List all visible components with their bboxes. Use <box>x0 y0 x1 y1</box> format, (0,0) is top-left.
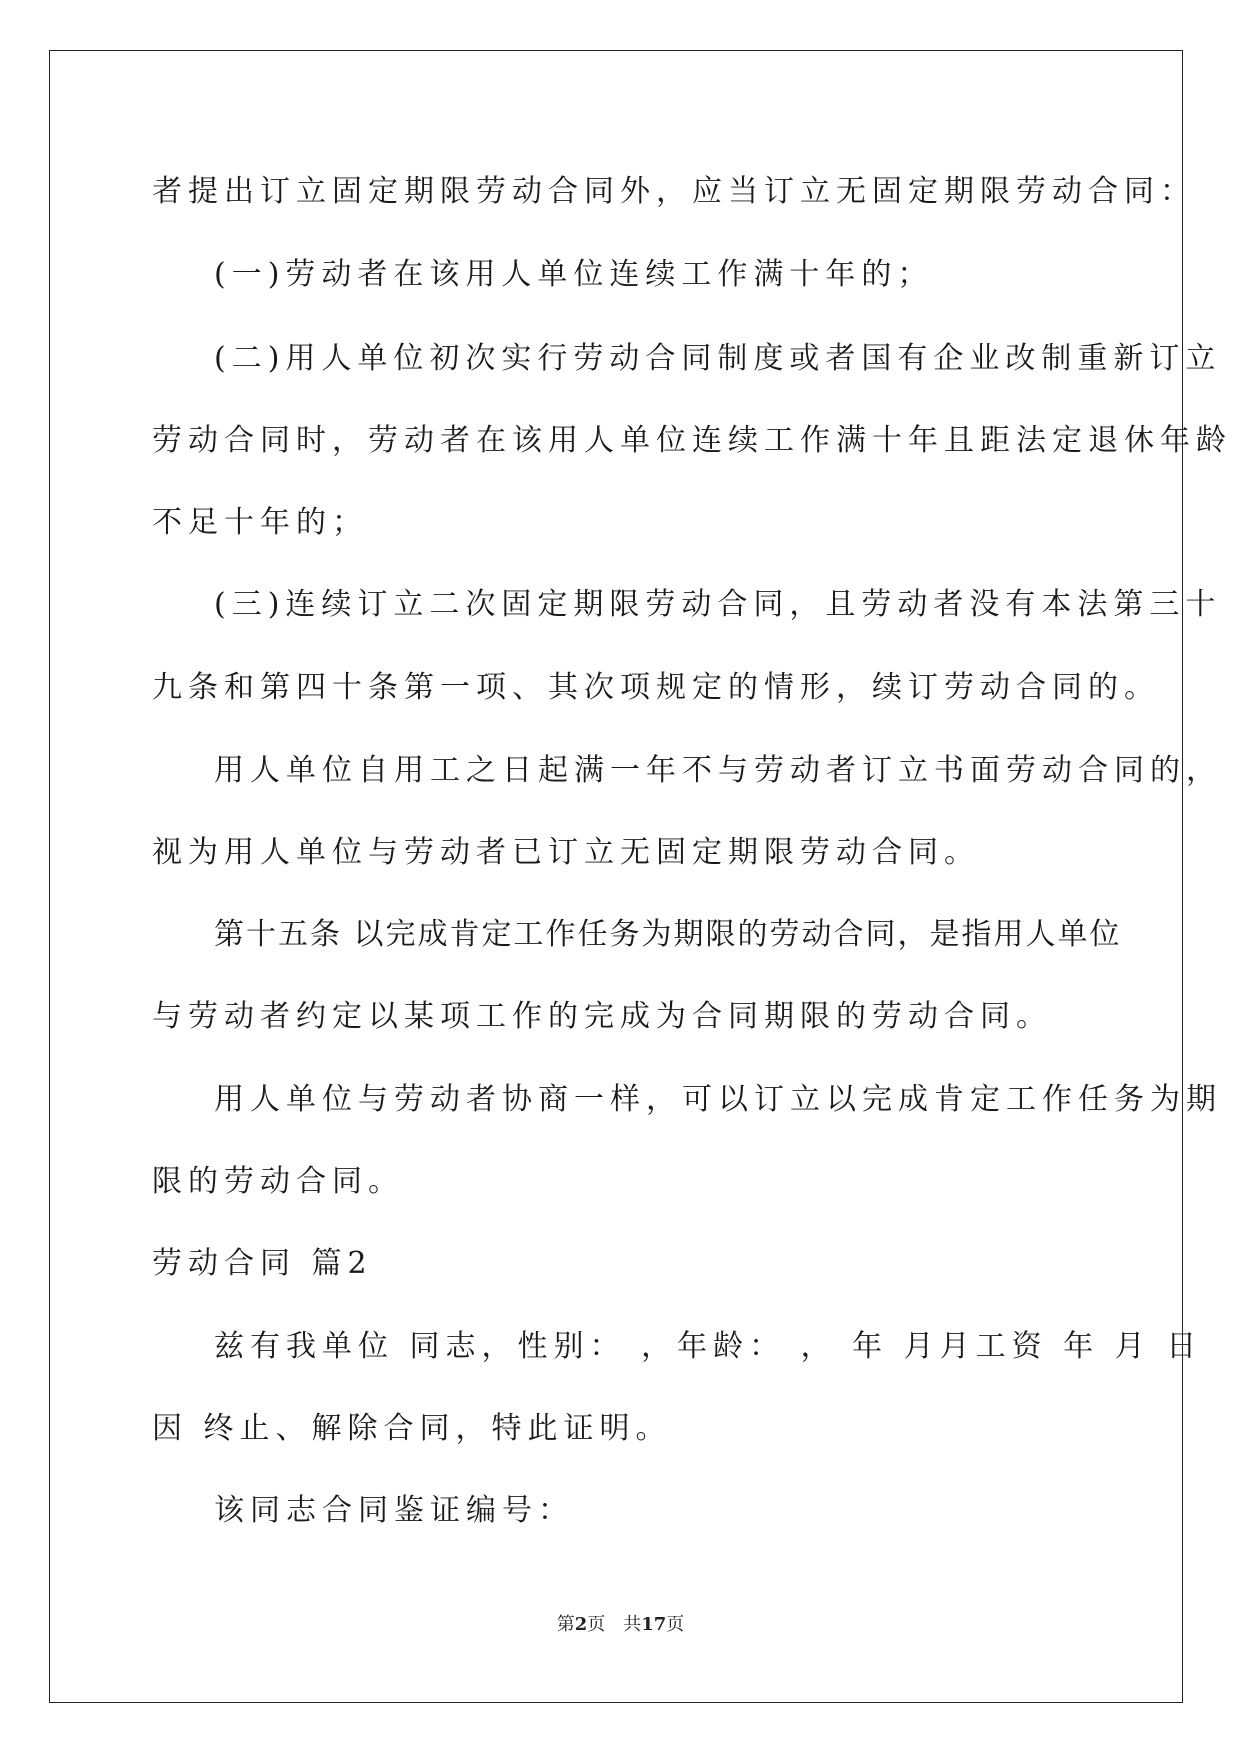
article-15-cont: 与劳动者约定以某项工作的完成为合同期限的劳动合同。 <box>152 999 1052 1034</box>
list-item-2-cont: 劳动合同时，劳动者在该用人单位连续工作满十年且距法定退休年龄 <box>152 423 1232 458</box>
list-item-2: (二)用人单位初次实行劳动合同制度或者国有企业改制重新订立 <box>214 341 1222 376</box>
footer-suffix: 页 <box>666 1614 685 1635</box>
page-border <box>49 50 1232 1703</box>
contract-number-label: 该同志合同鉴证编号： <box>214 1493 574 1528</box>
text-line-1: 者提出订立固定期限劳动合同外，应当订立无固定期限劳动合同： <box>152 174 1196 209</box>
footer-middle: 页 共 <box>587 1614 642 1635</box>
section-heading: 劳动合同 篇2 <box>152 1246 373 1281</box>
article-15: 第十五条 以完成肯定工作任务为期限的劳动合同，是指用人单位 <box>214 917 1122 952</box>
footer-prefix: 第 <box>556 1614 575 1635</box>
paragraph-negotiation-cont: 限的劳动合同。 <box>152 1164 404 1199</box>
paragraph-negotiation: 用人单位与劳动者协商一样，可以订立以完成肯定工作任务为期 <box>214 1082 1222 1117</box>
list-item-2-cont-2: 不足十年的； <box>152 505 368 540</box>
list-item-3: (三)连续订立二次固定期限劳动合同，且劳动者没有本法第三十 <box>214 587 1222 622</box>
paragraph-employment: 用人单位自用工之日起满一年不与劳动者订立书面劳动合同的， <box>214 753 1222 788</box>
list-item-1: (一)劳动者在该用人单位连续工作满十年的； <box>214 257 934 292</box>
certificate-line-2: 因 终止、解除合同，特此证明。 <box>152 1411 672 1446</box>
total-page-count: 17 <box>641 1614 667 1635</box>
current-page-number: 2 <box>574 1614 588 1635</box>
paragraph-employment-cont: 视为用人单位与劳动者已订立无固定期限劳动合同。 <box>152 835 980 870</box>
list-item-3-cont: 九条和第四十条第一项、其次项规定的情形，续订劳动合同的。 <box>152 670 1160 705</box>
certificate-line-1: 兹有我单位 同志，性别： ，年龄： ， 年 月月工资 年 月 日 <box>214 1329 1203 1364</box>
page-footer <box>0 1613 1241 1637</box>
